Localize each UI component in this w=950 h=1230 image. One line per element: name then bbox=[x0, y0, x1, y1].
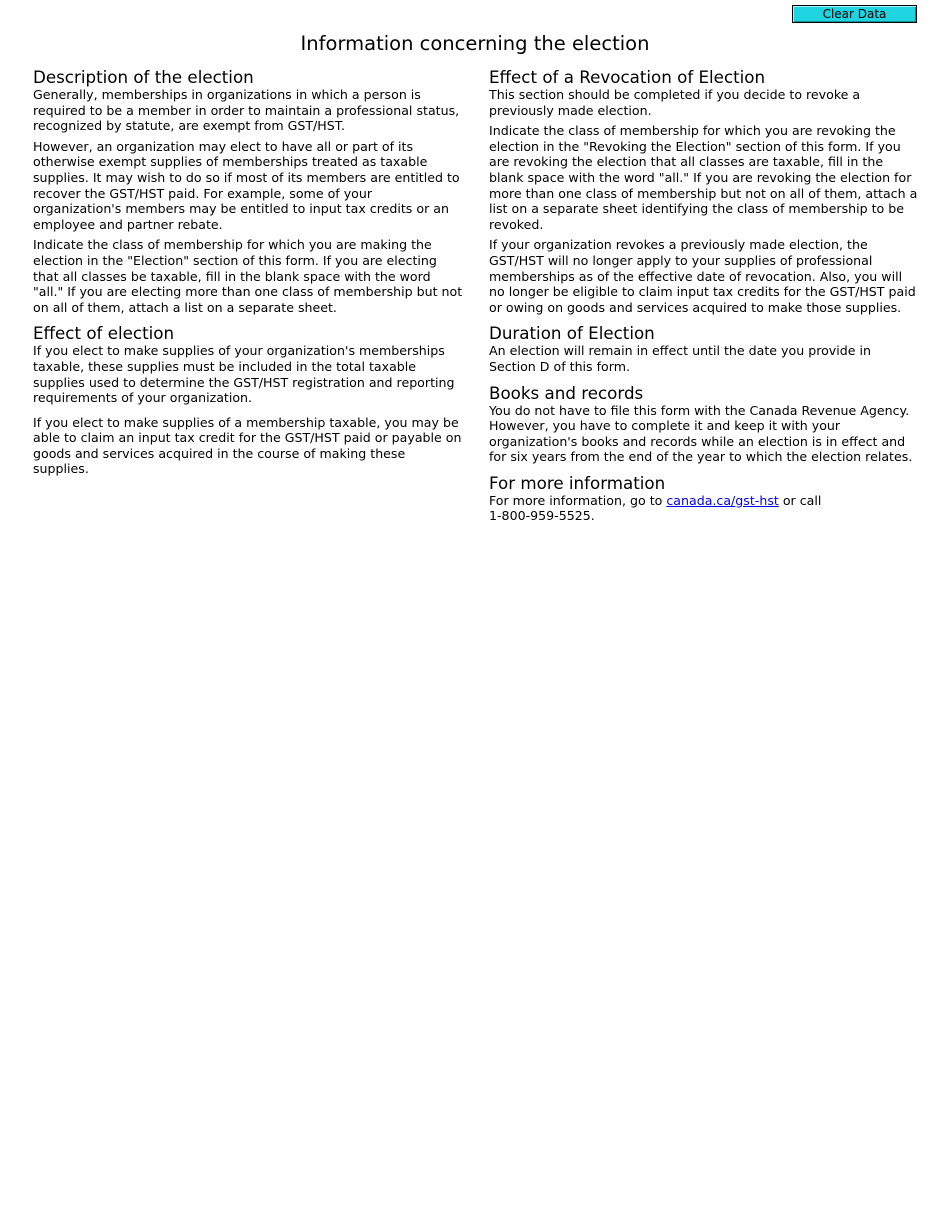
phone-number: 1-800-959-5525. bbox=[489, 508, 595, 524]
gst-hst-link[interactable]: canada.ca/gst-hst bbox=[666, 492, 779, 508]
effect-section bbox=[33, 323, 463, 477]
clear-data-button[interactable]: Clear Data bbox=[792, 5, 917, 23]
more-info-section bbox=[489, 473, 919, 524]
effect-paragraph-2: If you elect to make supplies of a membership taxable, you may be able to claim an input tax credit for the GST/HST paid or payable on goods and services acquired in the course of making these supplies. bbox=[33, 414, 462, 477]
effect-heading: Effect of election bbox=[33, 323, 175, 344]
more-info-prefix: For more information, go to bbox=[489, 492, 667, 508]
revocation-paragraph-3: If your organization revokes a previously made election, the GST/HST will no longer apply to your supplies of professional memberships as of the effective date of revocation. Also, you will no longer be eligible to claim input tax credits for the GST/HST paid or owing on goods and services acquired to make those supplies. bbox=[489, 237, 916, 315]
description-paragraph-2: However, an organization may elect to have all or part of its otherwise exempt supplies of memberships treated as taxable supplies. It may wish to do so if most of its members are entitled to recover the GST/HST paid. For example, some of your organization's members may be entitled to input tax credits or an employee and partner rebate. bbox=[33, 138, 460, 232]
books-paragraph: You do not have to file this form with the Canada Revenue Agency. However, you have to complete it and keep it with your organization's books and records while an election is in effect and for six years from the end of the year to which the election relates. bbox=[489, 402, 913, 465]
description-heading: Description of the election bbox=[33, 67, 254, 87]
effect-paragraph-1: If you elect to make supplies of your organization's memberships taxable, these supplies must be included in the total taxable supplies used to determine the GST/HST registration and reporting requirements of your organization. bbox=[33, 343, 455, 406]
more-info-heading: For more information bbox=[489, 472, 666, 493]
books-section bbox=[489, 383, 919, 465]
more-info-suffix: or call bbox=[778, 492, 822, 508]
description-paragraph-3: Indicate the class of membership for which you are making the election in the "Election" section of this form. If you are electing that all classes be taxable, fill in the blank space with the word "all." If you are electing more than one class of membership but not on all of them, attach a list on a separate sheet. bbox=[33, 237, 463, 315]
revocation-heading: Effect of a Revocation of Election bbox=[489, 67, 766, 87]
revocation-paragraph-1: This section should be completed if you decide to revoke a previously made election. bbox=[489, 87, 861, 118]
right-column bbox=[489, 67, 919, 532]
revocation-paragraph-2: Indicate the class of membership for which you are revoking the election in the "Revoking the Election" section of this form. If you are revoking the election that all classes are taxable, fill in the blank space with the word "all." If you are revoking the election for more than one class of membership but not on all of them, attach a list on a separate sheet identifying the class of membership to be revoked. bbox=[489, 123, 918, 232]
revocation-section bbox=[489, 67, 919, 315]
duration-heading: Duration of Election bbox=[489, 323, 655, 344]
description-paragraph-1: Generally, memberships in organizations in which a person is required to be a member in order to maintain a professional status, recognized by statute, are exempt from GST/HST. bbox=[33, 87, 460, 134]
page-title: Information concerning the election bbox=[300, 32, 650, 55]
more-info-paragraph bbox=[489, 493, 919, 524]
duration-paragraph: An election will remain in effect until the date you provide in Section D of this form. bbox=[489, 343, 871, 374]
books-heading: Books and records bbox=[489, 382, 644, 403]
duration-section bbox=[489, 323, 919, 374]
description-section bbox=[33, 67, 463, 315]
left-column bbox=[33, 67, 463, 485]
